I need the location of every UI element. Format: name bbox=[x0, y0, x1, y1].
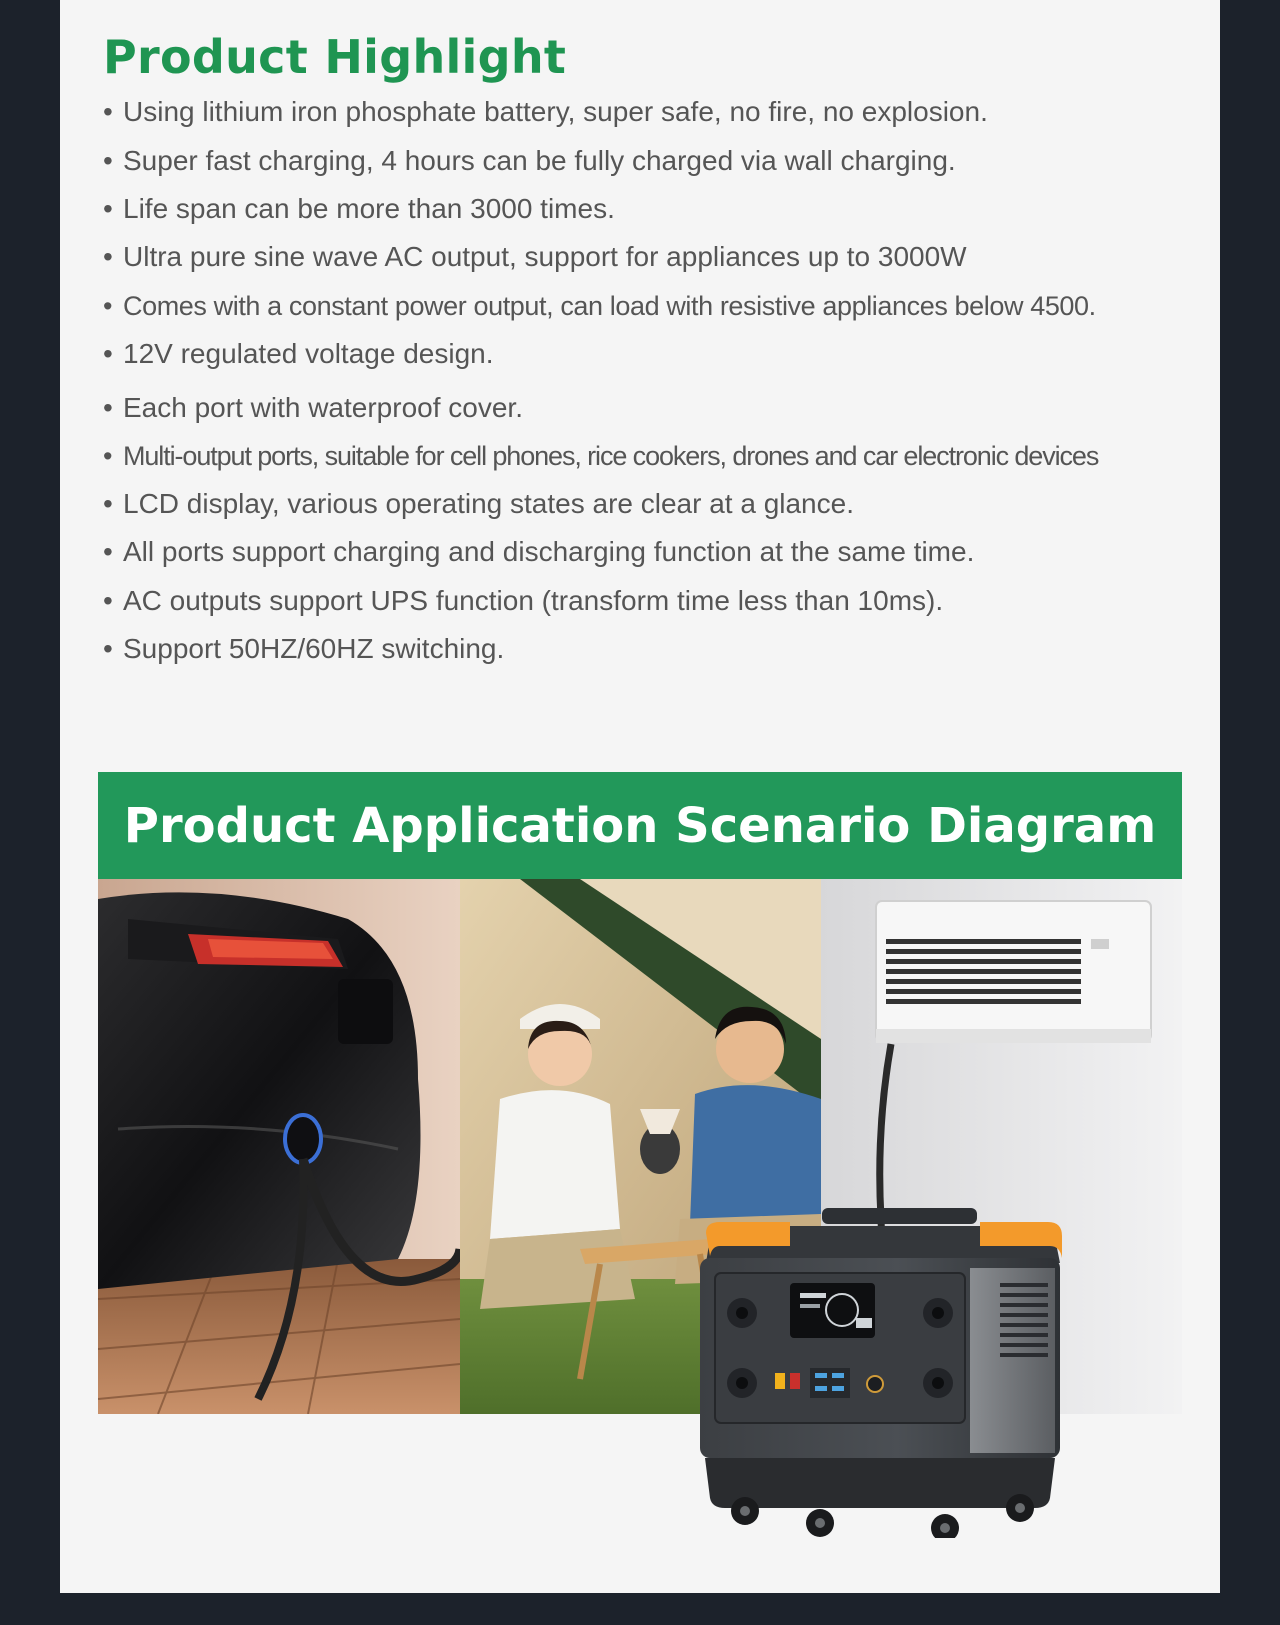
list-item: • Each port with waterproof cover. bbox=[103, 392, 523, 423]
product-panel bbox=[60, 0, 1220, 1593]
list-item: • Super fast charging, 4 hours can be fully charged via wall charging. bbox=[103, 145, 956, 176]
list-item: • Multi-output ports, suitable for cell phones, rice cookers, drones and car electronic devices bbox=[103, 441, 1099, 471]
power-station-image bbox=[670, 1208, 1110, 1538]
list-item: • Comes with a constant power output, can load with resistive appliances below 4500. bbox=[103, 291, 1096, 321]
list-item: • All ports support charging and discharging function at the same time. bbox=[103, 536, 975, 567]
list-item: • Ultra pure sine wave AC output, support for appliances up to 3000W bbox=[103, 241, 967, 272]
list-item: • LCD display, various operating states are clear at a glance. bbox=[103, 488, 854, 519]
list-item: • AC outputs support UPS function (transform time less than 10ms). bbox=[103, 585, 944, 616]
highlight-title: Product Highlight bbox=[103, 30, 567, 84]
list-item: • Using lithium iron phosphate battery, super safe, no fire, no explosion. bbox=[103, 96, 988, 127]
list-item: • Support 50HZ/60HZ switching. bbox=[103, 633, 505, 664]
scene-ev-charging-image bbox=[98, 879, 460, 1414]
scenario-title: Product Application Scenario Diagram bbox=[123, 797, 1157, 854]
list-item: • 12V regulated voltage design. bbox=[103, 338, 494, 369]
scenario-banner bbox=[98, 772, 1182, 879]
list-item: • Life span can be more than 3000 times. bbox=[103, 193, 615, 224]
